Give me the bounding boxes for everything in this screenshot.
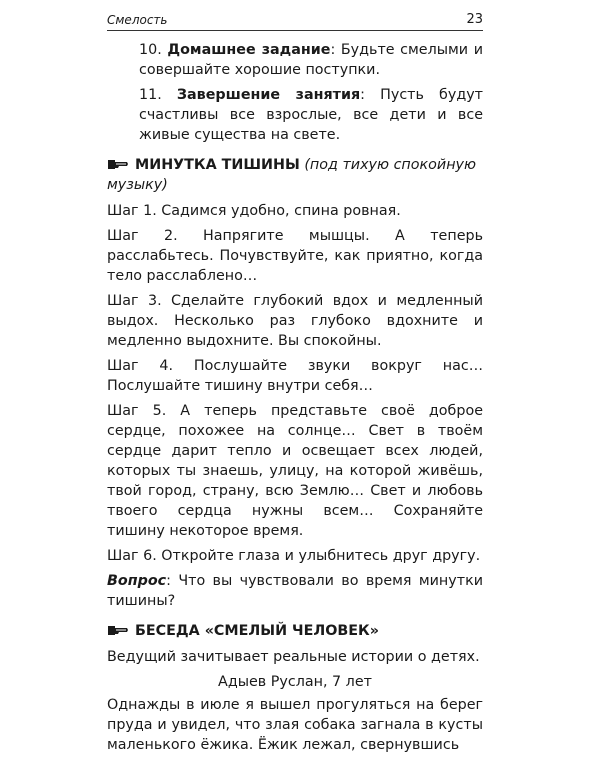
story-author: Адыев Руслан, 7 лет [218,674,372,690]
pointing-hand-icon [107,624,129,636]
item-11-number: 11. [139,87,177,103]
item-10-text: : Будьте смелыми и совершайте хорошие поступки. [139,42,483,78]
item-11-text: : Пусть будут счастливы все взрослые, все дети и все живые существа на свете. [139,87,483,143]
section-heading-brave [107,621,483,641]
story-text: Однажды в июле я вышел прогуляться на берег пруда и увидел, что злая собака загнала в кусты маленького ёжика. Ёжик лежал, свернувшись [107,697,483,753]
pointing-hand-icon [107,158,129,170]
step-2: Шаг 2. Напрягите мышцы. А теперь расслабьтесь. Почувствуйте, как приятно, когда тело расслаблено… [107,228,483,284]
section-title-brave: БЕСЕДА «СМЕЛЫЙ ЧЕЛОВЕК» [135,623,379,639]
intro-text: Ведущий зачитывает реальные истории о детях. [107,649,480,665]
step-1: Шаг 1. Садимся удобно, спина ровная. [107,203,401,219]
running-title: Смелость [107,13,168,27]
step-5: Шаг 5. А теперь представьте своё доброе сердце, похожее на солнце… Свет в твоём сердце дарит тепло и освещает всех людей, которых ты знаешь, улицу, на которой живёшь, твой город, страну, всю Землю… Свет и любовь твоего сердца нужны всем… Сохраняйте тишину некоторое время. [107,403,483,539]
step-4: Шаг 4. Послушайте звуки вокруг нас… Послушайте тишину внутри себя… [107,358,483,394]
section-heading-silence [107,155,483,195]
item-10 [107,40,483,80]
section-subtitle-silence: (под тихую спокойную музыку) [107,157,477,193]
item-11-heading: Завершение занятия [176,87,361,103]
item-10-number: 10. [139,42,168,58]
question [107,571,483,611]
question-label: Вопрос [107,573,167,589]
page-body [107,40,483,760]
question-text: : Что вы чувствовали во время минутки тишины? [107,573,483,609]
step-3: Шаг 3. Сделайте глубокий вдох и медленный выдох. Несколько раз глубоко вдохните и медленно выдохните. Вы спокойны. [107,293,483,349]
step-6: Шаг 6. Откройте глаза и улыбнитесь друг другу. [107,548,481,564]
item-11 [107,85,483,145]
page-number: 23 [466,12,483,27]
running-head [107,12,483,31]
item-10-heading: Домашнее задание [167,42,331,58]
section-title-silence: МИНУТКА ТИШИНЫ [135,157,300,173]
page [107,0,483,753]
